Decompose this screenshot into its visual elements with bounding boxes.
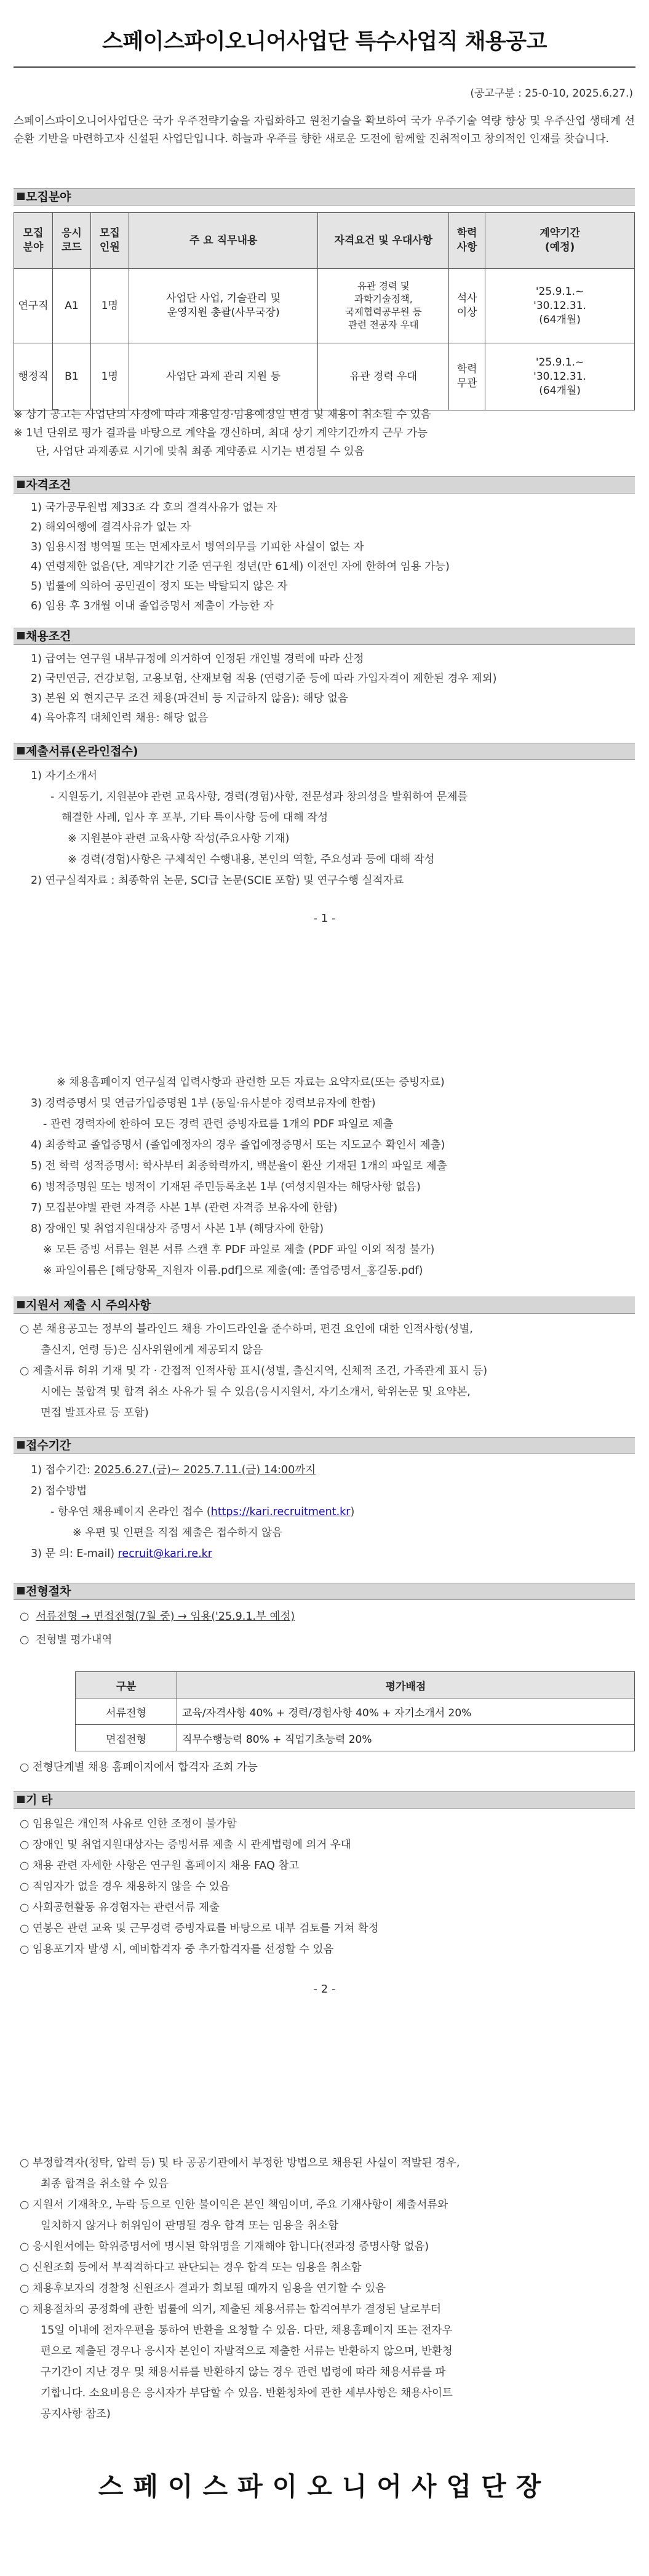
qualify-item: 1) 국가공무원법 제33조 각 호의 결격사유가 없는 자	[31, 502, 277, 514]
etc-item: 일치하지 않거나 허위임이 판명될 경우 합격 또는 임용을 취소함	[41, 2220, 339, 2232]
etc-item: 편으로 제출된 경우나 응시자 본인이 자발적으로 제출한 서류는 반환하지 않으며, 반환청	[41, 2345, 453, 2358]
recruit-table	[14, 212, 635, 410]
cell-education: 석사 이상	[449, 269, 485, 343]
th-stage: 구분	[76, 1672, 177, 1698]
page-title: 스페이스파이오니어사업단 특수사업직 채용공고	[102, 30, 547, 54]
square-bullet-icon	[17, 1441, 25, 1449]
etc-item: 기합니다. 소요비용은 응시자가 부담할 수 있음. 반환청차에 관한 세부사항은 채용사이트	[41, 2387, 453, 2399]
doc-item: - 관련 경력자에 한하여 모든 경력 관련 증빙자료를 1개의 PDF 파일로 제출	[43, 1118, 394, 1130]
period-item: ※ 우편 및 인편을 직접 제출은 접수하지 않음	[73, 1527, 282, 1539]
square-bullet-icon	[17, 1587, 25, 1594]
evaluation-table	[75, 1671, 635, 1751]
doc-item: 해결한 사례, 입사 후 포부, 기타 특이사항 등에 대해 작성	[62, 812, 328, 824]
etc-item: ○ 채용절차의 공정화에 관한 법률에 의거, 제출된 채용서류는 합격여부가 결정된 날로부터	[20, 2303, 442, 2316]
th-term: 계약기간 (예정)	[485, 213, 635, 269]
cell-education: 학력 무관	[449, 343, 485, 410]
recruit-note: ※ 상기 공고는 사업단의 사정에 따라 채용일정·임용예정일 변경 및 채용이 취소될 수 있음	[14, 409, 431, 421]
table-row: 면접전형 직무수행능력 80% + 직업기초능력 20%	[76, 1725, 635, 1751]
qualify-item: 6) 임용 후 3개월 이내 졸업증명서 제출이 가능한 자	[31, 600, 274, 612]
cell-term: '25.9.1.~ '30.12.31. (64개월)	[485, 269, 635, 343]
cell-requirement: 유관 경력 및 과학기술정책, 국제협력공무원 등 관련 전공자 우대	[318, 269, 449, 343]
doc-item: ※ 채용홈페이지 연구실적 입력사항과 관련한 모든 자료는 요약자료(또는 증빙자료)	[57, 1076, 445, 1089]
th-score: 평가배점	[177, 1672, 635, 1698]
th-field: 모집 분야	[14, 213, 53, 269]
th-count: 모집 인원	[90, 213, 129, 269]
caution-item: 출신지, 연령 등)은 심사위원에게 제공되지 않음	[41, 1344, 263, 1356]
qualify-item: 2) 해외여행에 결격사유가 없는 자	[31, 521, 191, 534]
table-row	[14, 269, 635, 343]
contact-email-link[interactable]: recruit@kari.re.kr	[117, 1548, 212, 1560]
doc-item: ※ 경력(경험)사항은 구체적인 수행내용, 본인의 역할, 주요성과 등에 대해 작성	[68, 854, 435, 866]
period-item: 1) 접수기간: 2025.6.27.(금)~ 2025.7.11.(금) 14:00까지	[31, 1464, 316, 1476]
section-header-period: 접수기간	[14, 1437, 635, 1454]
square-bullet-icon	[17, 193, 25, 200]
employ-item: 1) 급여는 연구원 내부규정에 의거하여 인정된 개인별 경력에 따라 산정	[31, 653, 364, 665]
table-row	[14, 343, 635, 410]
recruit-site-link[interactable]: https://kari.recruitment.kr	[210, 1506, 351, 1518]
period-dates: 2025.6.27.(금)~ 2025.7.11.(금) 14:00까지	[94, 1464, 316, 1476]
section-header-process: 전형절차	[14, 1583, 635, 1600]
employ-item: 2) 국민연금, 건강보험, 고용보험, 산재보험 적용 (연령기준 등에 따라 가입자격이 제한된 경우 제외)	[31, 673, 497, 685]
cell-count: 1명	[90, 343, 129, 410]
caution-item: ○ 제출서류 허위 기재 및 각 · 간접적 인적사항 표시(성별, 출신지역, 신체적 조건, 가족관계 표시 등)	[20, 1365, 488, 1377]
employ-item: 4) 육아휴직 대체인력 채용: 해당 없음	[31, 712, 209, 724]
doc-item: 8) 장애인 및 취업지원대상자 증명서 사본 1부 (해당자에 한함)	[31, 1223, 324, 1235]
etc-item: 최종 합격을 취소할 수 있음	[41, 2178, 169, 2190]
recruit-note: ※ 1년 단위로 평가 결과를 바탕으로 계약을 갱신하며, 최대 상기 계약기간까지 근무 가능	[14, 427, 428, 439]
caution-item: 면접 발표자료 등 포함)	[41, 1407, 149, 1419]
square-bullet-icon	[17, 632, 25, 639]
doc-item: 4) 최종학교 졸업증명서 (졸업예정자의 경우 졸업예정증명서 또는 지도교수 확인서 제출)	[31, 1139, 445, 1151]
etc-item: 15일 이내에 전자우편을 통하여 반환을 요청할 수 있음. 다만, 채용홈페이지 또는 전자우	[41, 2324, 453, 2337]
etc-item: ○ 사회공헌활동 유경험자는 관련서류 제출	[20, 1902, 220, 1914]
doc-item: 1) 자기소개서	[31, 770, 98, 782]
period-item: 2) 접수방법	[31, 1485, 87, 1497]
doc-item: 2) 연구실적자료 : 최종학위 논문, SCI급 논문(SCIE 포함) 및 연구수행 실적자료	[31, 874, 404, 887]
th-duty: 주 요 직무내용	[129, 213, 318, 269]
section-header-caution: 지원서 제출 시 주의사항	[14, 1297, 635, 1314]
caution-item: 시에는 불합격 및 합격 취소 사유가 될 수 있음(응시지원서, 자기소개서, 학위논문 및 요약본,	[41, 1386, 471, 1398]
etc-item: ○ 장애인 및 취업지원대상자는 증빙서류 제출 시 관계법령에 의거 우대	[20, 1839, 351, 1851]
recruit-note: 단, 사업단 과제종료 시기에 맞춰 최종 계약종료 시기는 변경될 수 있음	[36, 446, 365, 458]
doc-item: 7) 모집분야별 관련 자격증 사본 1부 (관련 자격증 보유자에 한함)	[31, 1202, 338, 1214]
intro-paragraph: 스페이스파이오니어사업단은 국가 우주전략기술을 자립화하고 원천기술을 확보하여 국가 우주기술 역량 향상 및 우주산업 생태계 선순환 기반을 마련하고자 신설된 사업단입니다. 하늘과 우주를 향한 새로운 도전에 함께할 진취적이고 창의적인 인재를 찾습니다.	[14, 115, 635, 145]
etc-item: ○ 부정합격자(청탁, 압력 등) 및 타 공공기관에서 부정한 방법으로 채용된 사실이 적발된 경우,	[20, 2157, 460, 2169]
cell-duty: 사업단 과제 관리 지원 등	[129, 343, 318, 410]
th-code: 응시 코드	[52, 213, 90, 269]
cell-count: 1명	[90, 269, 129, 343]
square-bullet-icon	[17, 1301, 25, 1308]
period-item: - 항우연 채용페이지 온라인 접수 (https://kari.recruitment.kr)	[50, 1506, 355, 1518]
square-bullet-icon	[17, 747, 25, 754]
th-education: 학력 사항	[449, 213, 485, 269]
etc-item: ○ 임용일은 개인적 사유로 인한 조정이 불가함	[20, 1818, 237, 1830]
doc-item: ※ 파일이름은 [해당항목_지원자 이름.pdf]으로 제출(예: 졸업증명서_홍길동.pdf)	[43, 1265, 423, 1277]
section-header-employ: 채용조건	[14, 628, 635, 645]
doc-item: 6) 병적증명원 또는 병적이 기재된 주민등록초본 1부 (여성지원자는 해당사항 없음)	[31, 1181, 421, 1193]
cell-code: A1	[52, 269, 90, 343]
etc-item: ○ 지원서 기재착오, 누락 등으로 인한 불이익은 본인 책임이며, 주요 기재사항이 제출서류와	[20, 2199, 448, 2211]
title-divider	[14, 66, 635, 68]
cell-duty: 사업단 사업, 기술관리 및 운영지원 총괄(사무국장)	[129, 269, 318, 343]
cell-field: 행정직	[14, 343, 53, 410]
etc-item: ○ 채용후보자의 경찰청 신원조사 결과가 회보될 때까지 임용을 연기할 수 있음	[20, 2282, 386, 2295]
etc-item: ○ 채용 관련 자세한 사항은 연구원 홈페이지 채용 FAQ 참고	[20, 1860, 300, 1872]
period-item: 3) 문 의: E-mail) recruit@kari.re.kr	[31, 1548, 212, 1560]
etc-item: ○ 응시원서에는 학위증명서에 명시된 학위명을 기재해야 합니다(전과정 증명사항 없음)	[20, 2241, 429, 2253]
doc-item: ※ 지원분야 관련 교육사항 작성(주요사항 기재)	[68, 833, 290, 845]
qualify-item: 4) 연령제한 없음(단, 계약기간 기준 연구원 정년(만 61세) 이전인 자에 한하여 임용 가능)	[31, 561, 450, 573]
square-bullet-icon	[17, 481, 25, 488]
page-number: - 2 -	[313, 1983, 336, 1996]
etc-item: ○ 임용포기자 발생 시, 예비합격자 중 추가합격자를 선정할 수 있음	[20, 1943, 334, 1956]
doc-item: - 지원동기, 지원분야 관련 교육사항, 경력(경험)사항, 전문성과 창의성을 발휘하여 문제를	[50, 791, 468, 803]
process-eval-title: ○ 전형별 평가내역	[20, 1634, 113, 1646]
etc-item: ○ 신원조회 등에서 부적격하다고 판단되는 경우 합격 또는 임용을 취소함	[20, 2262, 362, 2274]
caution-item: ○ 본 채용공고는 정부의 블라인드 채용 가이드라인을 준수하며, 편견 요인에 대한 인적사항(성별,	[20, 1323, 473, 1335]
doc-item: 3) 경력증명서 및 연금가입증명원 1부 (동일·유사분야 경력보유자에 한함)	[31, 1097, 376, 1110]
section-header-etc: 기 타	[14, 1791, 635, 1809]
process-notice: ○ 전형단계별 채용 홈페이지에서 합격자 조회 가능	[20, 1761, 258, 1774]
section-header-documents: 제출서류(온라인접수)	[14, 743, 635, 760]
etc-item: ○ 적임자가 없을 경우 채용하지 않을 수 있음	[20, 1881, 230, 1893]
notice-number: (공고구분 : 25-0-10, 2025.6.27.)	[470, 87, 633, 100]
cell-field: 연구직	[14, 269, 53, 343]
page-number: - 1 -	[313, 912, 336, 925]
etc-item: ○ 연봉은 관련 교육 및 근무경력 증빙자료를 바탕으로 내부 검토를 거쳐 확정	[20, 1922, 379, 1935]
cell-term: '25.9.1.~ '30.12.31. (64개월)	[485, 343, 635, 410]
doc-item: ※ 모든 증빙 서류는 원본 서류 스캔 후 PDF 파일로 제출 (PDF 파일 이외 적정 불가)	[43, 1244, 435, 1256]
cell-code: B1	[52, 343, 90, 410]
section-header-recruit: 모집분야	[14, 188, 635, 206]
cell-requirement: 유관 경력 우대	[318, 343, 449, 410]
section-header-qualify: 자격조건	[14, 476, 635, 494]
qualify-item: 3) 임용시점 병역필 또는 면제자로서 병역의무를 기피한 사실이 없는 자	[31, 541, 364, 553]
issuer-signature: 스페이스파이오니어사업단장	[98, 2471, 551, 2502]
doc-item: 5) 전 학력 성적증명서: 학사부터 최종학력까지, 백분율이 환산 기재된 1개의 파일로 제출	[31, 1160, 447, 1172]
table-row: 서류전형 교육/자격사항 40% + 경력/경험사항 40% + 자기소개서 20%	[76, 1698, 635, 1725]
etc-item: 공지사항 참조)	[41, 2408, 111, 2420]
page-1	[0, 0, 649, 951]
qualify-item: 5) 법률에 의하여 공민권이 정지 또는 박탈되지 않은 자	[31, 580, 288, 593]
employ-item: 3) 본원 외 현지근무 조건 채용(파견비 등 지급하지 않음): 해당 없음	[31, 692, 348, 705]
process-flow: ○ 서류전형 → 면접전형(7월 중) → 임용('25.9.1.부 예정)	[20, 1610, 295, 1623]
square-bullet-icon	[17, 1796, 25, 1803]
etc-item: 구기간이 지난 경우 및 채용서류를 반환하지 않는 경우 관련 법령에 따라 채용서류를 파	[41, 2366, 446, 2378]
th-requirement: 자격요건 및 우대사항	[318, 213, 449, 269]
